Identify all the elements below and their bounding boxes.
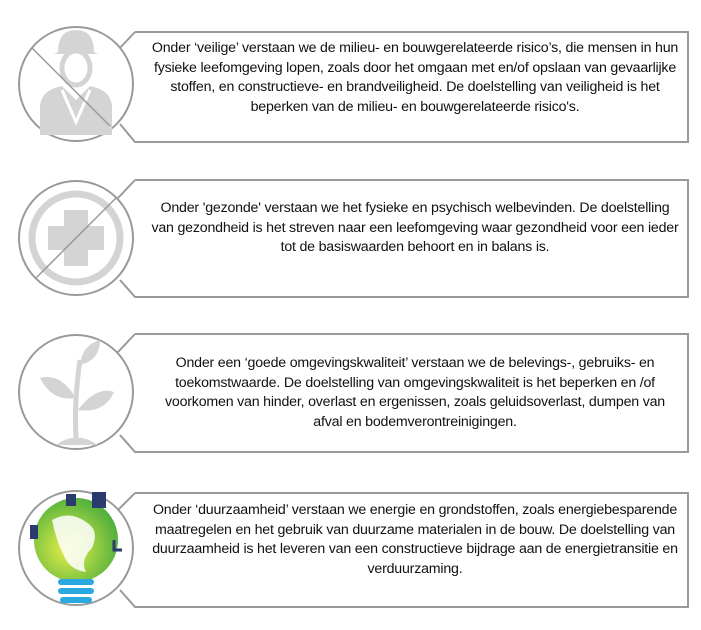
construction-worker-icon <box>19 27 133 141</box>
green-lightbulb-globe-icon <box>19 491 133 605</box>
description-environment-quality: Onder een ‘goede omgevingskwaliteit’ verstaan we de belevings-, gebruiks- en toekomstwaarde. De doelstelling van omgevingskwaliteit is het beperken en /of voorkomen van hinder, overlast en ergenissen, zoals geluidsoverlast, dumpen van afval en bodemverontreinigingen. <box>165 355 665 430</box>
plant-sprout-icon <box>19 335 133 449</box>
description-safety: Onder ‘veilige’ verstaan we de milieu- en bouwgerelateerde risico’s, die mensen in hun fysieke leefomgeving lopen, zoals door het omgaan met en/of opslaan van gevaarlijke stoffen, en constructieve- en brandveiligheid. De doelstelling van veiligheid is het beperken van de milieu- en bouwgerelateerde risico's. <box>151 40 679 115</box>
medical-cross-icon <box>19 181 133 295</box>
description-health: Onder 'gezonde' verstaan we het fysieke en psychisch welbevinden. De doelstelling van gezondheid is het streven naar een leefomgeving waar gezondheid voor een ieder tot de basiswaarden behoort en in balans is. <box>151 200 679 255</box>
description-sustainability: Onder ‘duurzaamheid’ verstaan we energie en grondstoffen, zoals energiebesparende maatregelen en het gebruik van duurzame materialen in de bouw. De doelstelling van duurzaamheid is het leveren van een constructieve bijdrage aan de energietransitie en verduurzaming. <box>152 502 678 577</box>
